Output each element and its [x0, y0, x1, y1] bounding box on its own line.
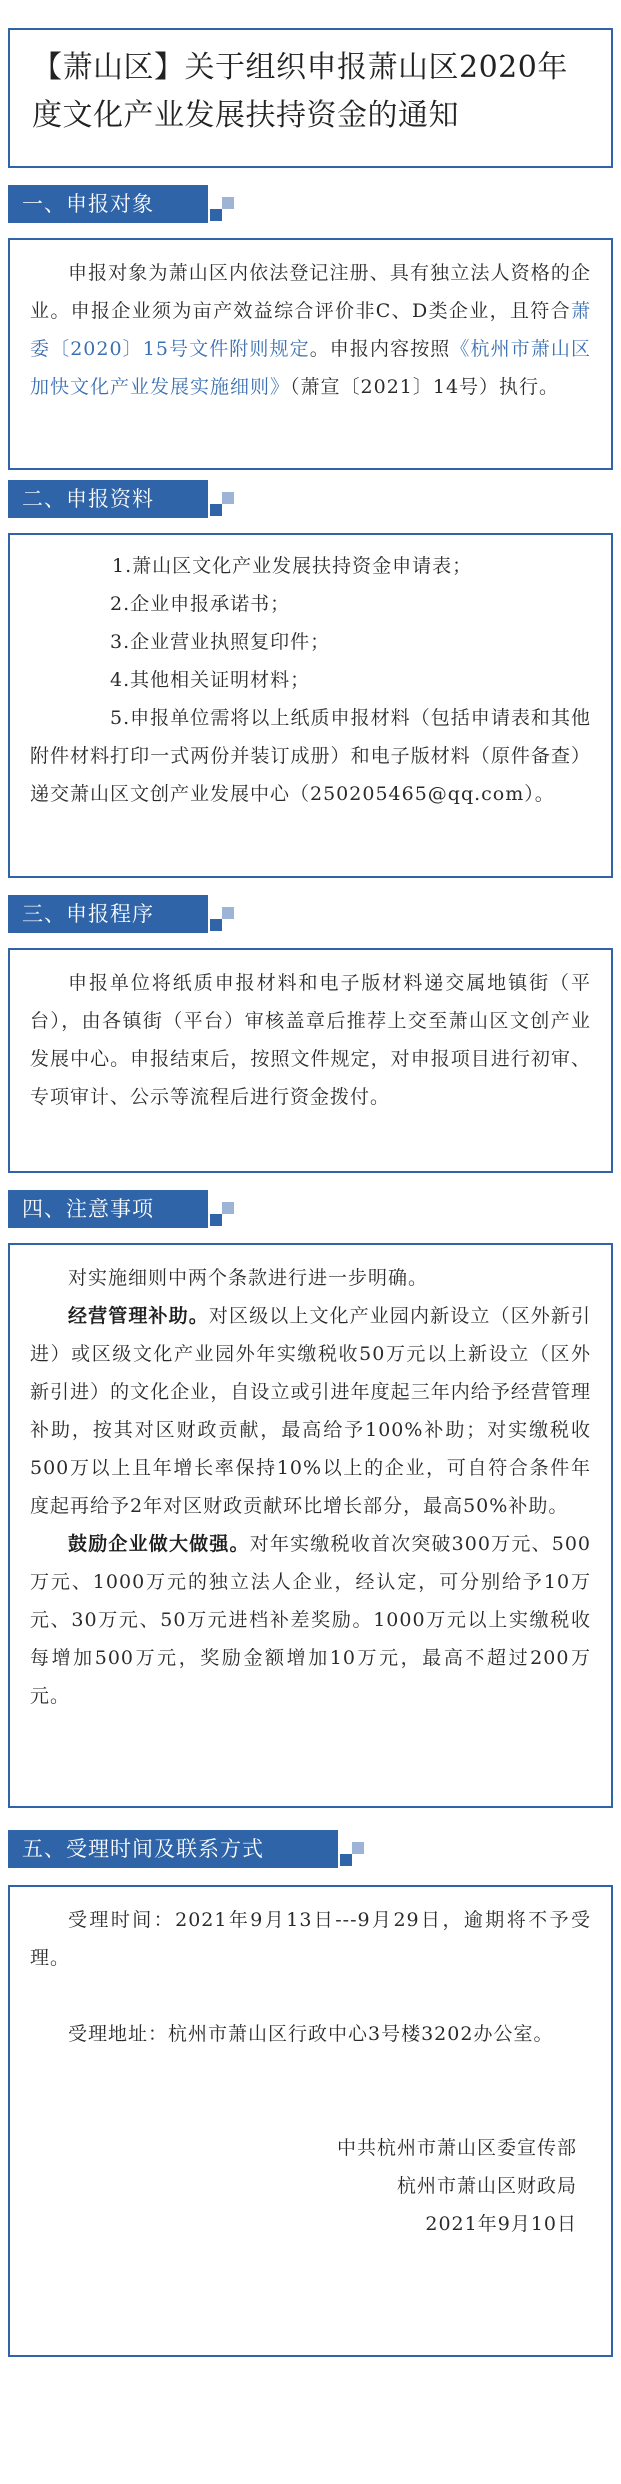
- section-box-5: [8, 1885, 613, 2357]
- section-box-3: [8, 948, 613, 1173]
- clause-title: 经营管理补助。: [68, 1305, 209, 1327]
- heading-decor: [352, 1842, 364, 1854]
- heading-decor: [222, 197, 234, 209]
- section-heading-label: 三、申报程序: [8, 895, 208, 933]
- heading-decor: [210, 209, 222, 221]
- paragraph: 鼓励企业做大做强。对年实缴税收首次突破300万元、500万元、1000万元的独立法人企业，经认定，可分别给予10万元、30万元、50万元进档补差奖励。1000万元以上实缴税收每增加500万元，奖励金额增加10万元，最高不超过200万元。: [30, 1533, 591, 1707]
- list-item: 4.其他相关证明材料；: [110, 669, 311, 691]
- issuer: 杭州市萧山区财政局: [396, 2175, 577, 2197]
- acceptance-address: 受理地址：杭州市萧山区行政中心3号楼3202办公室。: [68, 2023, 554, 2045]
- issuer: 中共杭州市萧山区委宣传部: [336, 2137, 577, 2159]
- list-item: 5.申报单位需将以上纸质申报材料（包括申请表和其他附件材料打印一式两份并装订成册）和电子版材料（原件备查）递交萧山区文创产业发展中心（250205465@qq.com）。: [30, 707, 591, 805]
- heading-decor: [222, 1202, 234, 1214]
- paragraph: 申报对象为萧山区内依法登记注册、具有独立法人资格的企业。申报企业须为亩产效益综合评价非C、D类企业，且符合萧委〔2020〕15号文件附则规定。申报内容按照《杭州市萧山区加快文化产业发展实施细则》（萧宣〔2021〕14号）执行。: [30, 262, 591, 398]
- regulation-link[interactable]: 萧委〔2020〕15号文件附则规定: [30, 300, 591, 360]
- list-item: 1.萧山区文化产业发展扶持资金申请表；: [112, 555, 473, 577]
- section-heading-label: 二、申报资料: [8, 480, 208, 518]
- heading-decor: [210, 1214, 222, 1226]
- section-box-2: [8, 533, 613, 878]
- clause-title: 鼓励企业做大做强。: [68, 1533, 250, 1555]
- list-item: 2.企业申报承诺书；: [110, 593, 291, 615]
- section-heading-label: 一、申报对象: [8, 185, 208, 223]
- paragraph: 经营管理补助。对区级以上文化产业园内新设立（区外新引进）或区级文化产业园外年实缴税收50万元以上新设立（区外新引进）的文化企业，自设立或引进年度起三年内给予经营管理补助，按其对区财政贡献，最高给予100%补助；对实缴税收500万以上且年增长率保持10%以上的企业，可自符合条件年度起再给予2年对区财政贡献环比增长部分，最高50%补助。: [30, 1305, 591, 1517]
- page-title: 【萧山区】关于组织申报萧山区2020年度文化产业发展扶持资金的通知: [32, 50, 568, 133]
- heading-decor: [210, 919, 222, 931]
- section-box-1: [8, 238, 613, 470]
- acceptance-time: 受理时间：2021年9月13日---9月29日，逾期将不予受理。: [30, 1909, 591, 1969]
- heading-decor: [340, 1854, 352, 1866]
- paragraph: 申报单位将纸质申报材料和电子版材料递交属地镇街（平台），由各镇街（平台）审核盖章后推荐上交至萧山区文创产业发展中心。申报结束后，按照文件规定，对申报项目进行初审、专项审计、公示等流程后进行资金拨付。: [30, 972, 591, 1108]
- issue-date: 2021年9月10日: [425, 2213, 577, 2235]
- heading-decor: [222, 907, 234, 919]
- list-item: 3.企业营业执照复印件；: [110, 631, 331, 653]
- section-heading-label: 四、注意事项: [8, 1190, 208, 1228]
- heading-decor: [210, 504, 222, 516]
- section-box-4: [8, 1243, 613, 1808]
- heading-decor: [222, 492, 234, 504]
- section-heading-label: 五、受理时间及联系方式: [8, 1830, 338, 1868]
- paragraph: 对实施细则中两个条款进行进一步明确。: [68, 1267, 429, 1289]
- title-box: [8, 28, 613, 168]
- regulation-link[interactable]: 《杭州市萧山区加快文化产业发展实施细则》: [30, 338, 591, 398]
